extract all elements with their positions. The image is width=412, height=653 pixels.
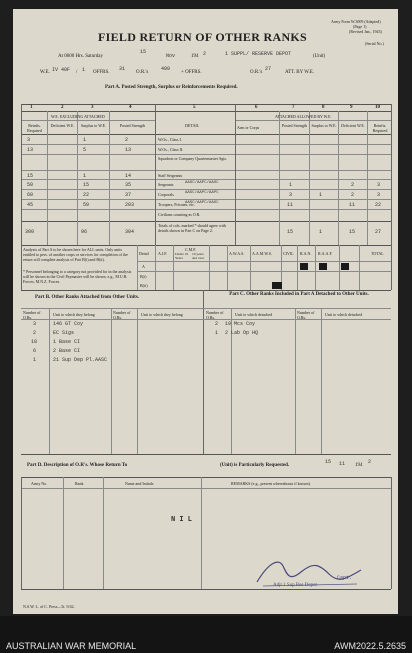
blacked-cell	[300, 263, 308, 270]
caption-left: AUSTRALIAN WAR MEMORIAL	[6, 641, 137, 651]
head-deficient-right: Deficient W.E.	[341, 123, 365, 128]
part-d-nil: N I L	[171, 516, 193, 524]
cell-posted: 37	[125, 192, 132, 198]
col-number-9: 9	[350, 105, 353, 110]
part-b-num: 18	[31, 339, 38, 345]
part-c-head-unit2: Unit to which detached	[325, 312, 363, 317]
analysis-head-cmf: C.M.F.	[185, 247, 197, 252]
part-c-head-unit: Unit to which detached	[235, 312, 273, 317]
total-posted-right: 15	[287, 229, 294, 235]
part-b-num: 2	[33, 330, 37, 336]
we-number: 1	[82, 67, 86, 73]
form-title: FIELD RETURN OF OTHER RANKS	[98, 30, 308, 44]
col-number-5: 5	[193, 105, 196, 110]
part-d-title: Part D. Description of O.R's. Whose Return To	[27, 463, 128, 468]
part-b-title: Part B. Other Ranks Attached from Other Units.	[35, 295, 140, 300]
part-b-head-unit: Unit to which they belong	[53, 312, 95, 317]
head-surplus: Surplus to W.E.	[80, 123, 107, 128]
part-d-head-name: Name and Initials	[125, 481, 154, 486]
ors2-value: 27	[265, 66, 272, 72]
ors2-label: O.R.'s	[250, 70, 263, 75]
row-detail: Civilians counting as O.R.	[158, 212, 201, 217]
part-b-num: 1	[33, 357, 37, 363]
unit-name: 1 SUPPL/ RESERVE DEPOT	[225, 51, 292, 57]
part-b-head-unit2: Unit to which they belong	[141, 312, 183, 317]
cell-posted: 2	[125, 137, 129, 143]
row-detail: Corporals	[158, 192, 174, 197]
cell-posted: 14	[125, 173, 132, 179]
we-excluding-header: W.E. EXCLUDING ATTACHED	[51, 114, 105, 119]
col-number-2: 2	[61, 105, 64, 110]
we-value: IV 40F	[52, 67, 71, 73]
col-number-4: 4	[129, 105, 132, 110]
part-d-head-remarks: REMARKS (e.g., present whereabouts if known).	[231, 481, 311, 486]
analysis-head-civil: CIVIL	[283, 251, 294, 256]
day-value: 15	[140, 49, 147, 55]
detail-header: DETAIL	[185, 123, 200, 128]
row-detail: Squadron or Company Quartermaster Sgts.	[158, 156, 227, 161]
cell-reinfts-right: 3	[377, 192, 381, 198]
total-surplus-right: 1	[319, 229, 323, 235]
part-b-head-num: Number of O.Rs.	[23, 310, 41, 320]
part-d-year-suffix: 2	[368, 459, 372, 465]
blacked-cell	[341, 263, 349, 270]
unit-label: (Unit)	[313, 54, 326, 59]
part-b-unit: 21 Sup Dep Pl.AASC	[53, 357, 108, 363]
analysis-head-aamws: A.A.M.W.S.	[252, 251, 272, 256]
att-label: ATT. BY W.E.	[285, 70, 315, 75]
cell-surplus: 15	[83, 182, 90, 188]
analysis-head-over19: 19 years and over	[192, 252, 205, 260]
part-c-head-num2: Number of O.Rs.	[297, 310, 315, 320]
cell-reinfts: 45	[27, 202, 34, 208]
col-number-6: 6	[255, 105, 258, 110]
cell-surplus: 5	[83, 147, 87, 153]
analysis-head-aif: A.I.F.	[158, 251, 168, 256]
part-d-unit-requested: (Unit) is Particularly Requested.	[220, 463, 290, 468]
part-b-num: 6	[33, 348, 37, 354]
analysis-footnote: * Personnel belonging to a category not provided for in the analysis will be shown in the Civil Paymaster will be shown, e.g., M.U.R. Forces, M.N.Z. Forces.	[23, 269, 132, 284]
ors-label: O.R.'s	[136, 70, 149, 75]
cell-arm-corps: AASC/AAPC/AAPC	[185, 191, 219, 195]
part-a-title: Part A. Posted Strength, Surplus or Reinforcements Required.	[105, 85, 238, 90]
total-posted: 304	[125, 229, 135, 235]
part-d-head-rank: Rank	[75, 481, 84, 486]
cell-deficient-right: 2	[351, 192, 355, 198]
offrs-value: 31	[119, 66, 126, 72]
analysis-head-under19: Under 19 Years	[175, 252, 189, 260]
cell-posted-right: 11	[287, 202, 294, 208]
cell-reinfts: 13	[27, 147, 34, 153]
row-detail: W.Os., Class II.	[158, 147, 184, 152]
cell-arm-corps: AASC/AAPC/AAOC	[185, 181, 219, 185]
cell-surplus: 1	[83, 173, 87, 179]
cell-surplus: 1	[83, 137, 87, 143]
ors-value: 400	[161, 66, 171, 72]
part-c-unit: 2 Lab Op HQ	[225, 330, 259, 336]
cell-reinfts: 3	[27, 137, 31, 143]
head-posted-right: Posted Strength	[281, 123, 308, 128]
head-posted: Posted Strength	[119, 123, 146, 128]
analysis-row-bii: B(ii)	[140, 283, 148, 288]
analysis-row-bi: B(i)	[140, 274, 147, 279]
part-b-num: 3	[33, 321, 37, 327]
col-number-10: 10	[375, 105, 380, 110]
serial-label: (Serial No.)	[365, 41, 384, 46]
analysis-note: Analysis of Part A to be shown here for ALL units. Only units entitled to pers. of another corps or services for completion of the return will complete analysis of Part B(i) and B(ii).	[23, 247, 128, 262]
part-c-unit: 19 Mcs Coy	[225, 321, 256, 327]
page-number: (Page 1)	[353, 24, 367, 29]
total-surplus: 96	[81, 229, 88, 235]
part-b-unit: EC Sigs	[53, 330, 75, 336]
part-b-unit: 2 Base CI	[53, 348, 81, 354]
cell-reinfts: 15	[27, 173, 34, 179]
cell-deficient-right: 2	[351, 182, 355, 188]
part-c-head-num: Number of O.Rs.	[206, 310, 224, 320]
date-line-label: At 0600 Hrs. Saturday	[58, 54, 103, 59]
we-label: W.E.	[40, 70, 50, 75]
blacked-cell	[319, 263, 327, 270]
row-detail: W.Os., Class I.	[158, 137, 182, 142]
analysis-head-raaf: R.A.A.F.	[318, 251, 333, 256]
cell-posted: 203	[125, 202, 135, 208]
cell-surplus: 59	[83, 202, 90, 208]
part-d-month: 11	[339, 461, 346, 467]
signature-unit: Adjt 1 Sup Res Depot	[273, 583, 317, 588]
year-prefix: 194	[191, 54, 199, 59]
analysis-head-awas: A.W.A.S.	[229, 251, 245, 256]
revision-note: (Revised Jan., 1943)	[349, 29, 382, 34]
row-detail: Sergeants	[158, 182, 174, 187]
cell-deficient-right: 11	[349, 202, 356, 208]
part-d-head-army-no: Army No.	[31, 481, 48, 486]
cell-posted-right: 1	[289, 182, 293, 188]
cell-posted: 35	[125, 182, 132, 188]
year-suffix: 2	[203, 51, 207, 57]
signature-rank: Capt.	[337, 575, 353, 581]
caption-right: AWM2022.5.2635	[334, 641, 406, 651]
row-detail: Staff Sergeants	[158, 173, 183, 178]
analysis-row-a: A	[142, 264, 145, 269]
head-reinfts-right: Reinfts. Required	[372, 123, 388, 133]
part-b-unit: 1 Base CI	[53, 339, 81, 345]
total-reinfts: 300	[25, 229, 35, 235]
printer-imprint: N.S.W. L. of C. Press—5t. 9/42.	[23, 604, 75, 609]
form-sheet	[13, 9, 398, 614]
cell-reinfts: 50	[27, 182, 34, 188]
month-value: Nov	[166, 53, 176, 59]
part-b-unit: 146 GT Coy	[53, 321, 84, 327]
total-reinfts-right: 27	[375, 229, 382, 235]
we-dash: /	[76, 70, 78, 75]
army-form-number: Army Form W.3009 (Adapted)	[331, 19, 381, 24]
head-deficient: Deficient W.E.	[50, 123, 75, 128]
col-number-8: 8	[322, 105, 325, 110]
cell-surplus: 22	[83, 192, 90, 198]
total-deficient-right: 15	[349, 229, 356, 235]
attached-allowed-header: ATTACHED ALLOWED BY W.E.	[275, 114, 332, 119]
part-c-title: Part C. Other Ranks Included in Part A Detached to Other Units.	[229, 292, 369, 297]
row-detail: Troopers, Privates, etc.	[158, 202, 195, 207]
plus-offrs-label: + OFFRS.	[181, 70, 202, 75]
analysis-head-ran: R.A.N.	[300, 251, 312, 256]
analysis-head-total: TOTAL	[371, 251, 384, 256]
cell-reinfts-right: 3	[377, 182, 381, 188]
col-number-3: 3	[91, 105, 94, 110]
totals-note: Totals of cols. marked * should agree with details shown in Part C on Page 2.	[158, 223, 226, 233]
head-arm-corps: Arm or Corps	[237, 125, 260, 130]
analysis-head-detail: Detail	[139, 251, 149, 256]
col-number-1: 1	[30, 105, 33, 110]
offrs-label: OFFRS.	[93, 70, 110, 75]
part-b-head-num2: Number of O.Rs.	[113, 310, 131, 320]
cell-reinfts-right: 22	[375, 202, 382, 208]
cell-posted: 13	[125, 147, 132, 153]
cell-surplus-right: 1	[319, 192, 323, 198]
cell-reinfts: 60	[27, 192, 34, 198]
head-reinfts: Reinfts. Required	[27, 123, 42, 133]
blacked-cell	[272, 282, 282, 289]
cell-arm-corps: AASC/AAPC/AAOC	[185, 201, 219, 205]
head-surplus-right: Surplus to W.E.	[311, 123, 337, 128]
part-c-num: 1	[215, 330, 219, 336]
part-d-year: 194	[355, 463, 363, 468]
part-c-num: 2	[215, 321, 219, 327]
cell-posted-right: 3	[289, 192, 293, 198]
col-number-7: 7	[292, 105, 295, 110]
part-d-day: 15	[325, 459, 332, 465]
